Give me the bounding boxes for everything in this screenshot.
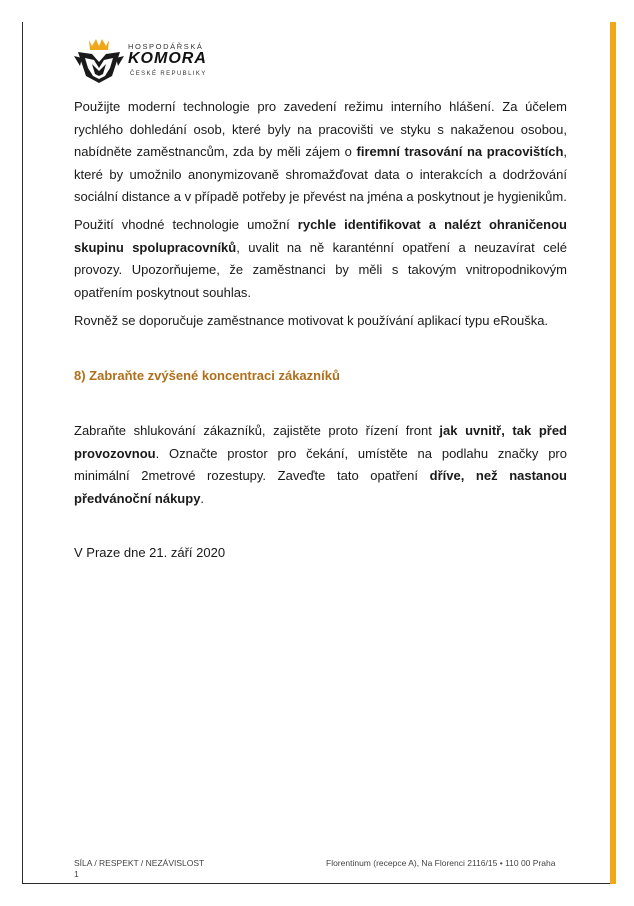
accent-side-bar [610,22,616,884]
text-span: Rovněž se doporučuje zaměstnance motivovat k používání aplikací typu eRouška. [74,313,549,328]
text-span: , uvalit na ně karanténní opatření a neuzavírat celé provozy. Upozorňujeme, že zaměstnanci by měli s takovým vnitropodnikovým opatřením poskytnout souhlas. [74,239,567,300]
bold-text: rychle identifikovat a nalézt ohraničenou skupinu spolupracovníků [74,217,567,255]
text-span: Zabraňte shlukování zákazníků, zajistěte proto řízení front [74,423,440,438]
bold-text: jak uvnitř, tak před provozovnou [74,423,567,461]
page-bottom-border [22,883,612,884]
logo-wordmark: KOMORA [128,50,207,67]
paragraph-erouska [74,310,567,333]
chamber-logo [72,38,232,84]
footer-address: Florentinum (recepce A), Na Florenci 2116/15 • 110 00 Praha [326,858,556,868]
bold-text: dříve, než nastanou předvánoční nákupy [74,468,567,506]
text-span: Použití vhodné technologie umožní [74,217,298,232]
crowned-lion-icon [72,38,126,84]
date-line: V Praze dne 21. září 2020 [74,545,226,560]
text-span: . Označte prostor pro čekání, umístěte na podlahu značky pro minimální 2metrové rozestupy. Zaveďte tato opatření [74,445,567,483]
logo-top-line: HOSPODÁŘSKÁ [128,42,204,51]
text-span: , které by umožnilo anonymizovaně shromažďovat data o interakcích a dodržování sociální distance a v případě potřeby je převést na jména a poskytnout je hygienikům. [74,144,568,204]
footer-motto: SÍLA / RESPEKT / NEZÁVISLOST [74,858,205,868]
paragraph-workplace-tracing [74,96,567,209]
paragraph-identify-group [74,214,567,304]
paragraph-queues [74,420,567,510]
bold-text: firemní trasování na pracovištích [356,144,564,159]
page-number: 1 [74,869,79,879]
text-span: . [200,490,205,506]
page-left-border [22,22,23,884]
logo-sub-line: ČESKÉ REPUBLIKY [130,71,207,77]
text-span: Použijte moderní technologie pro zavedení režimu interního hlášení. Za účelem rychlého dohledání osob, které byly na pracovišti ve styku s nakaženou osobou, nabídněte zaměstnancům, zda by měli zájem o [74,99,567,159]
section-heading: 8) Zabraňte zvýšené koncentraci zákazníků [74,368,340,383]
